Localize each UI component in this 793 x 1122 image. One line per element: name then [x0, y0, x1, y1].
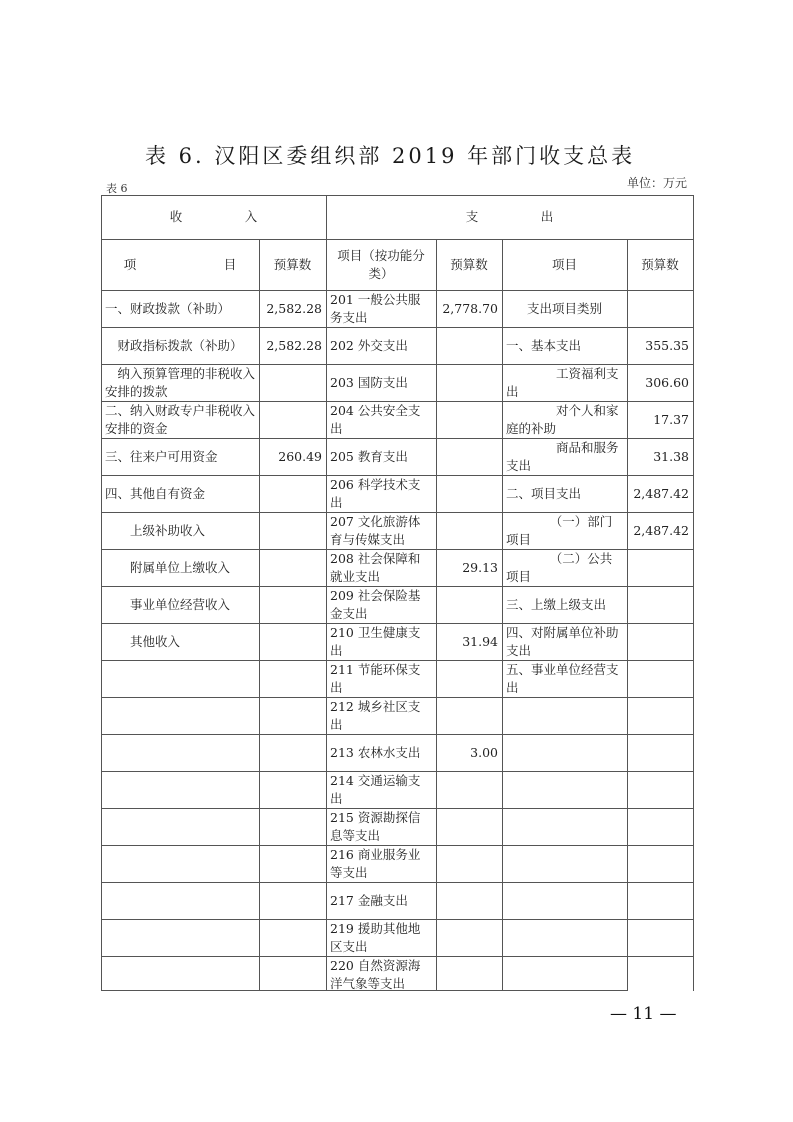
income-item-cell [105, 809, 255, 844]
expense-amount-cell [631, 809, 689, 844]
col-header-income-item [105, 239, 255, 290]
function-amount-cell [440, 476, 498, 511]
function-item-cell [330, 846, 432, 881]
expense-amount-cell [631, 328, 689, 363]
income-item: 事业单位经营收入 [105, 596, 231, 612]
grid-line [101, 364, 694, 365]
income-item: 其他收入 [105, 633, 181, 649]
expense-item: 商品和服务支出 [506, 439, 619, 473]
function-amount-cell [440, 883, 498, 918]
function-item-cell [330, 513, 432, 548]
function-item: 219 援助其他地区支出 [330, 920, 421, 954]
expense-amount-cell [631, 550, 689, 585]
col-header-expense-amount [631, 239, 689, 290]
grid-line [101, 195, 694, 196]
col-header-expense-item [506, 239, 623, 290]
function-item-cell [330, 772, 432, 807]
expense-item: 支出项目类别 [526, 300, 602, 316]
income-item: 上级补助收入 [105, 522, 206, 538]
expense-item-cell [506, 661, 623, 696]
grid-line [101, 475, 694, 476]
expense-amount-cell [631, 439, 689, 474]
function-amount-cell [440, 402, 498, 437]
grid-line [101, 808, 694, 809]
function-item: 212 城乡社区支出 [330, 698, 421, 732]
col-header-income-item-label: 项 目 [123, 256, 237, 272]
function-amount-cell [440, 920, 498, 955]
income-amount: 2,582.28 [266, 337, 322, 353]
income-item-cell [105, 587, 255, 622]
income-item-cell [105, 772, 255, 807]
expense-amount: 2,487.42 [633, 485, 689, 501]
col-header-function-item-label: 项目（按功能分类） [337, 247, 425, 281]
expense-amount: 306.60 [645, 374, 689, 390]
expense-amount: 355.35 [645, 337, 689, 353]
income-amount-cell [263, 291, 322, 326]
function-amount: 2,778.70 [442, 300, 498, 316]
expense-item-cell [506, 772, 623, 807]
income-item-cell [105, 291, 255, 326]
income-item-cell [105, 550, 255, 585]
expense-item: 五、事业单位经营支出 [506, 661, 619, 695]
col-header-expense-item-label: 项目 [551, 256, 577, 272]
table-label: 表 6 [106, 182, 128, 195]
function-item: 209 社会保险基金支出 [330, 587, 421, 621]
function-amount-cell [440, 365, 498, 400]
grid-line [101, 438, 694, 439]
income-item-cell [105, 328, 255, 363]
income-amount-cell [263, 735, 322, 770]
expense-item-cell [506, 365, 623, 400]
function-amount: 31.94 [462, 633, 498, 649]
expense-amount: 2,487.42 [633, 522, 689, 538]
function-item-cell [330, 883, 432, 918]
income-amount: 2,582.28 [266, 300, 322, 316]
expense-item-cell [506, 624, 623, 659]
function-item: 206 科学技术支出 [330, 476, 421, 510]
function-item-cell [330, 920, 432, 955]
unit-label: 单位：万元 [626, 176, 687, 190]
col-header-function-amount-label: 预算数 [450, 256, 488, 272]
function-amount-cell [440, 809, 498, 844]
expense-amount-cell [631, 587, 689, 622]
income-item: 二、纳入财政专户非税收入安排的资金 [105, 402, 255, 436]
income-item-cell [105, 513, 255, 548]
income-item: 财政指标拨款（补助） [105, 337, 243, 353]
function-item: 217 金融支出 [330, 892, 408, 908]
income-item: 四、其他自有资金 [105, 485, 206, 501]
income-amount-cell [263, 328, 322, 363]
function-amount-cell [440, 772, 498, 807]
expense-item-cell [506, 698, 623, 733]
income-item: 附属单位上缴收入 [105, 559, 231, 575]
function-item: 205 教育支出 [330, 448, 408, 464]
expense-header-label: 支 出 [465, 209, 554, 224]
function-amount-cell [440, 846, 498, 881]
expense-amount-cell [631, 476, 689, 511]
income-amount-cell [263, 846, 322, 881]
expense-amount-cell [631, 735, 689, 770]
expense-amount-cell [631, 291, 689, 326]
expense-item-cell [506, 920, 623, 955]
function-item: 207 文化旅游体育与传媒支出 [330, 513, 421, 547]
expense-amount-cell [631, 883, 689, 918]
income-amount-cell [263, 698, 322, 733]
grid-line [101, 623, 694, 624]
col-header-income-amount-label: 预算数 [273, 256, 312, 272]
expense-amount-cell [631, 513, 689, 548]
grid-line [101, 919, 694, 920]
function-item-cell [330, 476, 432, 511]
expense-item-cell [506, 476, 623, 511]
grid-line [693, 195, 694, 991]
grid-line [101, 956, 694, 957]
function-item: 213 农林水支出 [330, 744, 421, 760]
function-item-cell [330, 365, 432, 400]
income-item-cell [105, 883, 255, 918]
function-item: 204 公共安全支出 [330, 402, 421, 436]
function-item: 203 国防支出 [330, 374, 408, 390]
function-item-cell [330, 550, 432, 585]
expense-item-cell [506, 846, 623, 881]
function-item-cell [330, 587, 432, 622]
expense-amount-cell [631, 661, 689, 696]
expense-item-cell [506, 809, 623, 844]
grid-line [101, 845, 694, 846]
function-item: 210 卫生健康支出 [330, 624, 421, 658]
income-amount-cell [263, 439, 322, 474]
grid-line [101, 734, 694, 735]
expense-item-cell [506, 735, 623, 770]
income-amount-cell [263, 661, 322, 696]
expense-item-cell [506, 291, 623, 326]
function-item-cell [330, 661, 432, 696]
expense-amount-cell [631, 846, 689, 881]
expense-item-cell [506, 402, 623, 437]
expense-amount-cell [631, 772, 689, 807]
function-item: 202 外交支出 [330, 337, 408, 353]
income-amount-cell [263, 883, 322, 918]
expense-item: （一）部门项目 [506, 513, 613, 547]
expense-item-cell [506, 550, 623, 585]
expense-amount: 31.38 [653, 448, 689, 464]
expense-item-cell [506, 957, 623, 992]
grid-line [259, 239, 260, 991]
function-amount-cell [440, 328, 498, 363]
function-amount-cell [440, 550, 498, 585]
function-item-cell [330, 698, 432, 733]
income-amount-cell [263, 920, 322, 955]
expense-amount-cell [631, 365, 689, 400]
expense-item: 工资福利支出 [506, 365, 619, 399]
function-item-cell [330, 328, 432, 363]
function-amount-cell [440, 291, 498, 326]
function-amount-cell [440, 439, 498, 474]
income-item-cell [105, 476, 255, 511]
function-amount-cell [440, 513, 498, 548]
income-item-cell [105, 735, 255, 770]
expense-item: 二、项目支出 [506, 485, 582, 501]
grid-line [326, 195, 327, 991]
income-item-cell [105, 920, 255, 955]
income-item-cell [105, 439, 255, 474]
grid-line [101, 660, 694, 661]
grid-line [101, 882, 694, 883]
grid-line [101, 195, 102, 991]
expense-item: 对个人和家庭的补助 [506, 402, 619, 436]
expense-header [326, 195, 693, 239]
income-header-label: 收 入 [169, 209, 258, 224]
income-amount-cell [263, 772, 322, 807]
function-amount-cell [440, 735, 498, 770]
expense-item: 一、基本支出 [506, 337, 582, 353]
income-item: 纳入预算管理的非税收入安排的拨款 [105, 365, 255, 399]
income-amount-cell [263, 402, 322, 437]
income-amount: 260.49 [278, 448, 322, 464]
income-amount-cell [263, 476, 322, 511]
income-amount-cell [263, 513, 322, 548]
grid-line [101, 239, 694, 240]
function-item-cell [330, 291, 432, 326]
grid-line [101, 327, 694, 328]
col-header-income-amount [263, 239, 322, 290]
function-item-cell [330, 439, 432, 474]
function-item: 216 商业服务业等支出 [330, 846, 421, 880]
function-item-cell [330, 735, 432, 770]
function-amount-cell [440, 957, 498, 992]
income-header [101, 195, 326, 239]
income-item: 一、财政拨款（补助） [105, 300, 231, 316]
grid-line [101, 990, 628, 991]
col-header-function-amount [440, 239, 498, 290]
grid-line [101, 697, 694, 698]
income-item-cell [105, 624, 255, 659]
grid-line [101, 290, 694, 291]
expense-item-cell [506, 587, 623, 622]
col-header-function-item [330, 239, 432, 290]
expense-amount: 17.37 [653, 411, 689, 427]
income-amount-cell [263, 624, 322, 659]
function-item: 220 自然资源海洋气象等支出 [330, 957, 421, 991]
expense-item-cell [506, 883, 623, 918]
page-number: — 11 — [610, 1004, 677, 1024]
income-item-cell [105, 698, 255, 733]
expense-item: （二）公共项目 [506, 550, 613, 584]
page-title: 表 6. 汉阳区委组织部 2019 年部门收支总表 [145, 144, 636, 168]
expense-amount-cell [631, 698, 689, 733]
income-amount-cell [263, 587, 322, 622]
income-amount-cell [263, 550, 322, 585]
grid-line [101, 771, 694, 772]
function-amount-cell [440, 624, 498, 659]
income-item-cell [105, 661, 255, 696]
function-item-cell [330, 957, 432, 992]
function-item: 211 节能环保支出 [330, 661, 421, 695]
expense-item: 四、对附属单位补助支出 [506, 624, 619, 658]
expense-amount-cell [631, 920, 689, 955]
income-item-cell [105, 402, 255, 437]
income-item-cell [105, 957, 255, 992]
function-item-cell [330, 624, 432, 659]
income-amount-cell [263, 809, 322, 844]
grid-line [101, 549, 694, 550]
function-item: 215 资源勘探信息等支出 [330, 809, 421, 843]
expense-amount-cell [631, 624, 689, 659]
grid-line [101, 586, 694, 587]
function-amount: 29.13 [462, 559, 498, 575]
grid-line [502, 239, 503, 991]
function-amount-cell [440, 661, 498, 696]
function-amount-cell [440, 587, 498, 622]
expense-amount-cell [631, 957, 689, 992]
income-item-cell [105, 365, 255, 400]
function-amount-cell [440, 698, 498, 733]
function-item-cell [330, 402, 432, 437]
income-item: 三、往来户可用资金 [105, 448, 218, 464]
col-header-expense-amount-label: 预算数 [641, 256, 679, 272]
income-amount-cell [263, 957, 322, 992]
function-item: 201 一般公共服务支出 [330, 291, 421, 325]
grid-line [436, 239, 437, 991]
function-amount: 3.00 [470, 744, 498, 760]
function-item: 208 社会保障和就业支出 [330, 550, 421, 584]
expense-amount-cell [631, 402, 689, 437]
expense-item: 三、上缴上级支出 [506, 596, 607, 612]
expense-item-cell [506, 439, 623, 474]
grid-line [101, 512, 694, 513]
grid-line [101, 401, 694, 402]
grid-line [627, 239, 628, 991]
income-amount-cell [263, 365, 322, 400]
expense-item-cell [506, 513, 623, 548]
function-item-cell [330, 809, 432, 844]
expense-item-cell [506, 328, 623, 363]
income-item-cell [105, 846, 255, 881]
function-item: 214 交通运输支出 [330, 772, 421, 806]
